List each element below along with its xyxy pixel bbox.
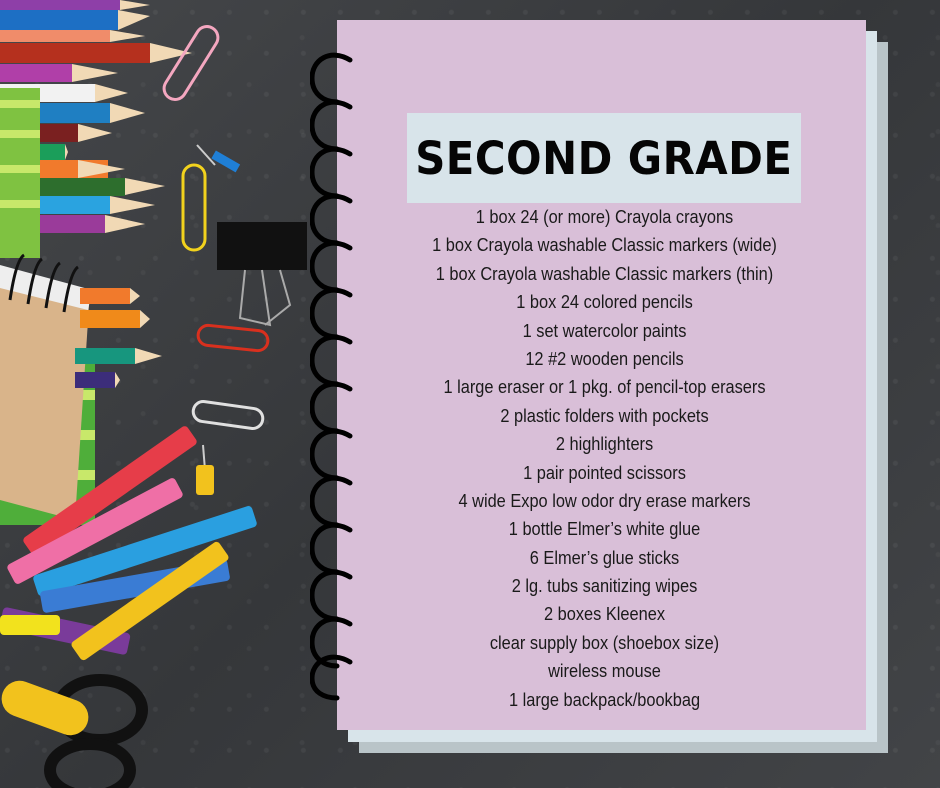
list-item: wireless mouse	[548, 661, 661, 682]
list-item: 1 set watercolor paints	[522, 320, 687, 341]
list-item: 2 highlighters	[555, 434, 654, 455]
list-item: clear supply box (shoebox size)	[489, 632, 720, 653]
list-item: 2 lg. tubs sanitizing wipes	[511, 576, 698, 597]
list-item: 1 box 24 colored pencils	[516, 292, 693, 313]
list-item: 1 bottle Elmer’s white glue	[508, 519, 701, 540]
list-item: 4 wide Expo low odor dry erase markers	[458, 490, 751, 511]
school-supplies-illustration	[0, 0, 330, 788]
binder-clip-icon	[217, 222, 307, 325]
list-item: 1 pair pointed scissors	[523, 462, 686, 483]
list-item: 1 large backpack/bookbag	[508, 689, 701, 710]
title-banner	[407, 113, 801, 203]
push-pin-icon	[196, 145, 240, 495]
list-item: 2 plastic folders with pockets	[500, 405, 709, 426]
list-item: 12 #2 wooden pencils	[525, 348, 684, 369]
list-item: 1 box Crayola washable Classic markers (thin)	[435, 263, 774, 284]
list-item: 6 Elmer’s glue sticks	[529, 547, 680, 568]
list-item: 1 large eraser or 1 pkg. of pencil-top erasers	[443, 377, 766, 398]
list-item: 2 boxes Kleenex	[543, 604, 666, 625]
supply-list	[337, 203, 872, 714]
scissors-icon	[0, 676, 142, 788]
page-title: SECOND GRADE	[415, 131, 793, 185]
list-item: 1 box Crayola washable Classic markers (wide)	[432, 235, 777, 256]
list-item: 1 box 24 (or more) Crayola crayons	[475, 207, 734, 227]
